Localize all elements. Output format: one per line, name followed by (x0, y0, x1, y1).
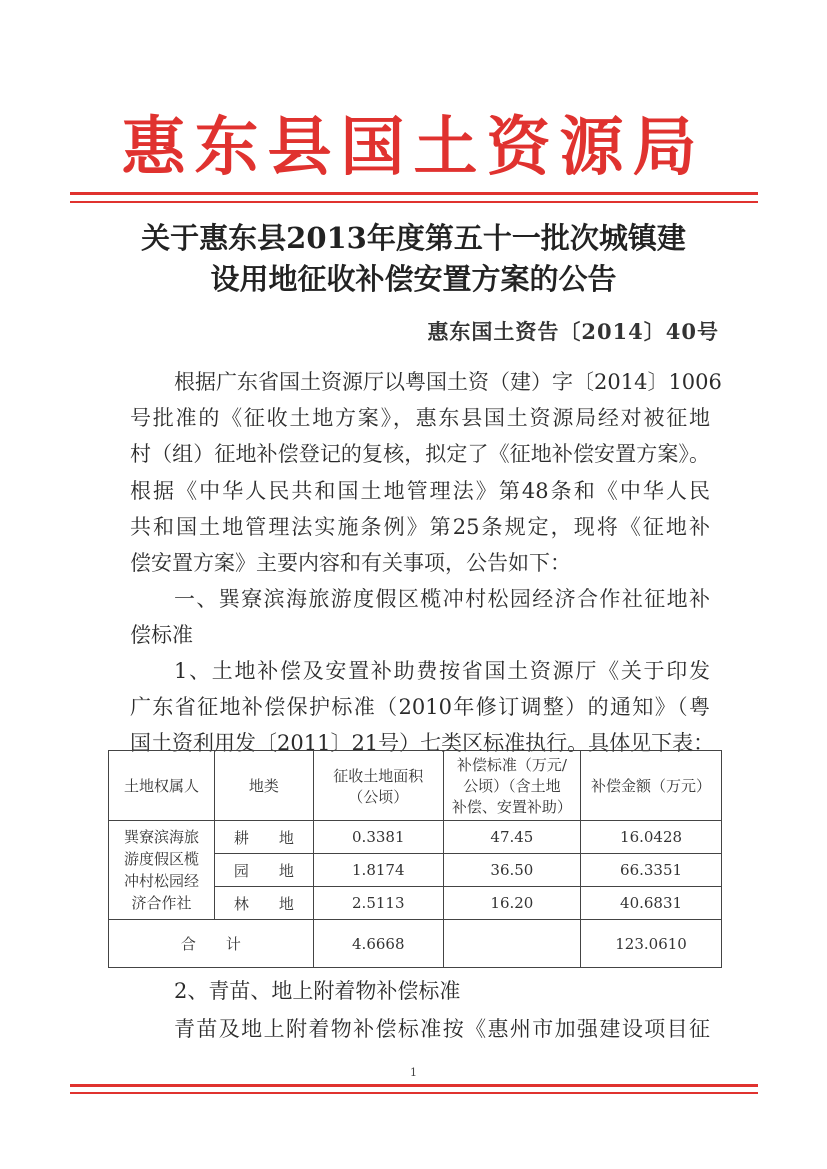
body-p1-line: 共和国土地管理法实施条例》第25条规定，现将《征地补 (130, 515, 710, 539)
total-standard (443, 920, 580, 968)
total-area: 4.6668 (313, 920, 443, 968)
amount-cell: 40.6831 (581, 887, 722, 920)
table-total-row (109, 920, 722, 968)
table-row (109, 821, 722, 854)
area-cell: 2.5113 (313, 887, 443, 920)
total-label: 合 计 (109, 920, 314, 968)
body-p1-line: 村（组）征地补偿登记的复核，拟定了《征地补偿安置方案》。 (130, 442, 710, 466)
doc-title-line1: 关于惠东县2013年度第五十一批次城镇建 (141, 221, 686, 255)
header-area: 征收土地面积 （公顷） (313, 751, 443, 821)
body-p2-line: 广东省征地补偿保护标准（2010年修订调整）的通知》（粤 (130, 695, 710, 719)
body-p1-line: 根据《中华人民共和国土地管理法》第48条和《中华人民 (130, 479, 710, 503)
amount-cell: 16.0428 (581, 821, 722, 854)
owner-cell: 巽寮滨海旅 游度假区榄 冲村松园经 济合作社 (109, 821, 215, 920)
footer-rule-thick (70, 1084, 758, 1087)
land-type-cell: 园 地 (214, 854, 313, 887)
body-p1-line: 偿安置方案》主要内容和有关事项，公告如下： (130, 551, 571, 575)
header-amount: 补偿金额（万元） (581, 751, 722, 821)
amount-cell: 66.3351 (581, 854, 722, 887)
standard-cell: 36.50 (443, 854, 580, 887)
standard-cell: 16.20 (443, 887, 580, 920)
area-cell: 0.3381 (313, 821, 443, 854)
page-number: 1 (410, 1066, 417, 1079)
header-rule-thin (70, 201, 758, 203)
section2-heading: 2、青苗、地上附着物补偿标准 (174, 979, 461, 1003)
standard-cell: 47.45 (443, 821, 580, 854)
document-number: 惠东国土资告〔2014〕40号 (427, 319, 719, 344)
compensation-table (108, 750, 722, 968)
header-rule-thick (70, 192, 758, 195)
footer-rule-thin (70, 1092, 758, 1094)
land-type-cell: 林 地 (214, 887, 313, 920)
body-p1-line: 根据广东省国土资源厅以粤国土资（建）字〔2014〕1006 (174, 370, 722, 394)
agency-header: 惠东县国土资源局 (121, 110, 706, 185)
header-standard: 补偿标准（万元/ 公顷）（含土地 补偿、安置补助） (443, 751, 580, 821)
section1-heading-line: 一、巽寮滨海旅游度假区榄冲村松园经济合作社征地补 (174, 587, 710, 611)
doc-title-line2: 设用地征收补偿安置方案的公告 (210, 262, 617, 296)
header-land-type: 地类 (214, 751, 313, 821)
body-p2-line: 国土资利用发〔2011〕21号）七类区标准执行。具体见下表： (130, 728, 710, 758)
body-p2-line: 1、土地补偿及安置补助费按省国土资源厅《关于印发 (174, 659, 710, 683)
header-owner: 土地权属人 (109, 751, 215, 821)
body-p3-line: 青苗及地上附着物补偿标准按《惠州市加强建设项目征 (174, 1017, 710, 1041)
area-cell: 1.8174 (313, 854, 443, 887)
total-amount: 123.0610 (581, 920, 722, 968)
body-p1-line: 号批准的《征收土地方案》，惠东县国土资源局经对被征地 (130, 406, 710, 430)
land-type-cell: 耕 地 (214, 821, 313, 854)
table-header-row (109, 751, 722, 821)
section1-heading-line: 偿标准 (130, 623, 193, 647)
